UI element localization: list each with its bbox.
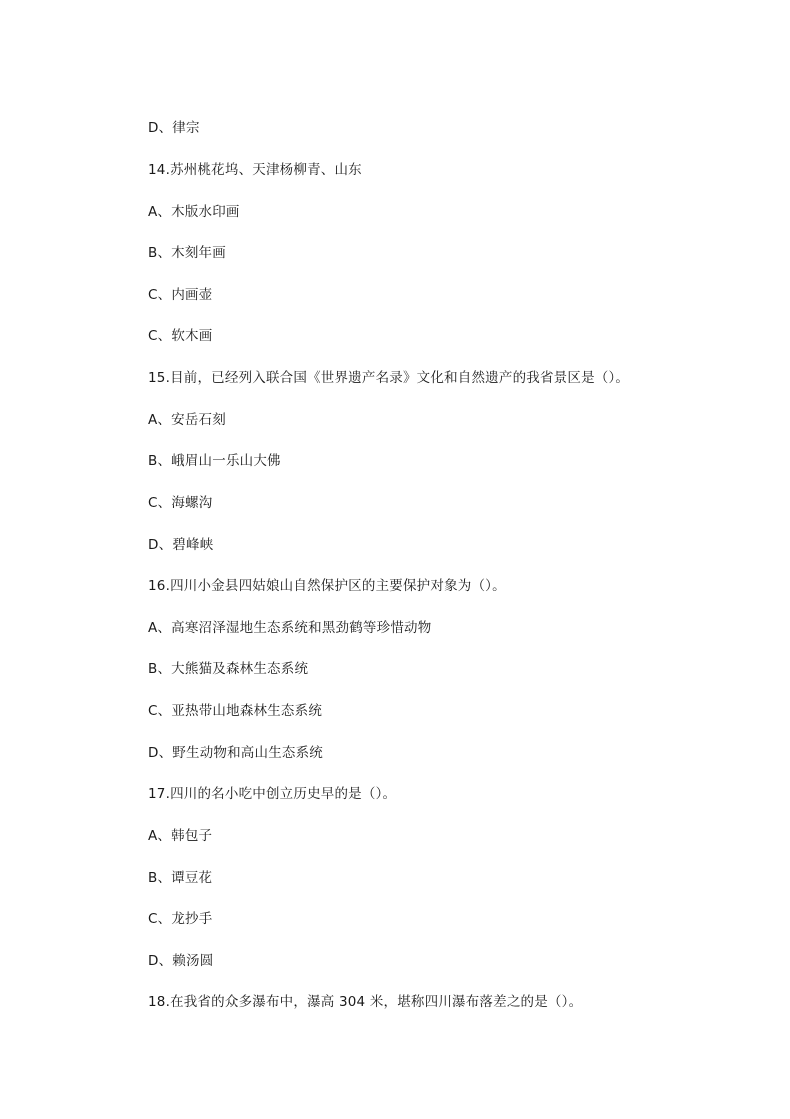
option-a-q16: A、高寒沼泽湿地生态系统和黑劲鹤等珍惜动物 (148, 620, 432, 636)
question-17: 17.四川的名小吃中创立历史早的是（）。 (148, 786, 397, 802)
option-c-q17: C、龙抄手 (148, 911, 213, 927)
option-b-q14: B、木刻年画 (148, 245, 226, 261)
question-18: 18.在我省的众多瀑布中，瀑高 304 米，堪称四川瀑布落差之的是（）。 (148, 994, 583, 1010)
question-16: 16.四川小金县四姑娘山自然保护区的主要保护对象为（）。 (148, 578, 506, 594)
question-14: 14.苏州桃花坞、天津杨柳青、山东 (148, 162, 362, 178)
option-b-q16: B、大熊猫及森林生态系统 (148, 661, 309, 677)
option-c-q14: C、内画壶 (148, 287, 213, 303)
option-d-q17: D、赖汤圆 (148, 953, 214, 969)
option-d-q13: D、律宗 (148, 120, 200, 136)
option-d-q16: D、野生动物和高山生态系统 (148, 745, 323, 761)
option-c2-q14: C、软木画 (148, 328, 213, 344)
option-a-q14: A、木版水印画 (148, 204, 240, 220)
option-d-q15: D、碧峰峡 (148, 537, 214, 553)
option-a-q17: A、韩包子 (148, 828, 213, 844)
question-15: 15.目前，已经列入联合国《世界遗产名录》文化和自然遗产的我省景区是（）。 (148, 370, 630, 386)
option-b-q15: B、峨眉山一乐山大佛 (148, 453, 281, 469)
option-a-q15: A、安岳石刻 (148, 412, 226, 428)
option-c-q16: C、亚热带山地森林生态系统 (148, 703, 323, 719)
option-c-q15: C、海螺沟 (148, 495, 213, 511)
option-b-q17: B、谭豆花 (148, 870, 213, 886)
